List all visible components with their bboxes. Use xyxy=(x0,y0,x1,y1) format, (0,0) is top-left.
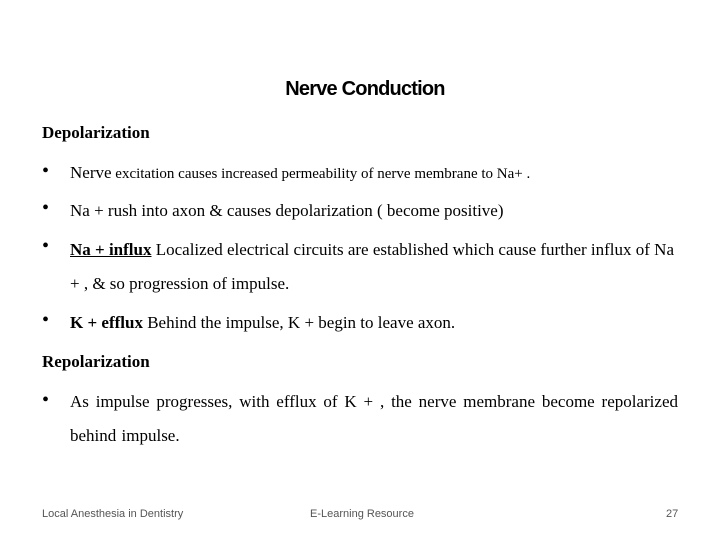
list-item xyxy=(70,233,678,301)
slide-title: Nerve Conduction xyxy=(285,78,445,100)
bullet-text: Behind the impulse, K + begin to leave axon. xyxy=(142,313,456,332)
bullet-icon: • xyxy=(42,197,50,219)
bullet-icon: • xyxy=(42,235,50,257)
bullet-text: excitation causes increased permeability of nerve membrane to Na+ . xyxy=(111,166,531,182)
page-number: 27 xyxy=(666,508,679,520)
bullet-lead: Nerve xyxy=(70,163,112,182)
list-item: Na + rush into axon & causes depolarization ( become positive) xyxy=(70,201,504,220)
list-item xyxy=(70,306,678,340)
footer-center: E-Learning Resource xyxy=(310,508,414,520)
section-heading-depolarization: Depolarization xyxy=(42,123,150,142)
footer-left: Local Anesthesia in Dentistry xyxy=(42,508,184,520)
bullet-icon: • xyxy=(42,309,50,331)
list-item xyxy=(70,156,678,191)
list-item: As impulse progresses, with efflux of K + , the nerve membrane become repolarized behind impulse. xyxy=(70,392,678,445)
bullet-icon: • xyxy=(42,160,50,182)
bullet-lead: K + efflux xyxy=(70,313,143,332)
bullet-text: Localized electrical circuits are established which cause further influx of Na + , & so progression of impulse. xyxy=(70,240,674,293)
bullet-icon: • xyxy=(42,389,50,411)
bullet-lead: Na + influx xyxy=(70,240,152,259)
section-heading-repolarization: Repolarization xyxy=(42,352,150,371)
